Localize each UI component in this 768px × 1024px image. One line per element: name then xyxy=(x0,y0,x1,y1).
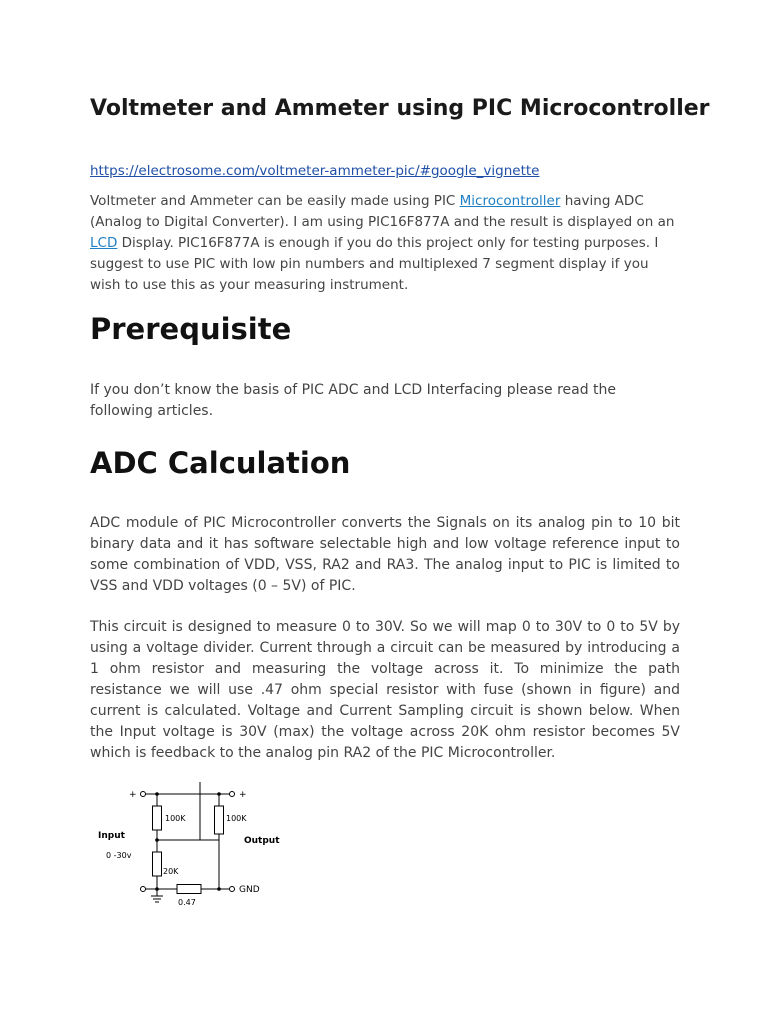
microcontroller-link[interactable]: Microcontroller xyxy=(459,193,561,209)
adc-paragraph-2: This circuit is designed to measure 0 to 30V. So we will map 0 to 30V to 0 to 5V by using a voltage divider. Current through a circuit can be measured by introducing a 1 ohm resistor and measuring the voltage across it. To minimize the path resistance we will use .47 ohm special resistor with fuse (shown in figure) and current is calculated. Voltage and Current Sampling circuit is shown below. When the Input voltage is 30V (max) the voltage across 20K ohm resistor becomes 5V which is feedback to the analog pin RA2 of the PIC Microcontroller. xyxy=(90,619,680,761)
lcd-link[interactable]: LCD xyxy=(90,235,118,251)
intro-text-3: Display. PIC16F877A is enough if you do this project only for testing purposes. I suggest to use PIC with low pin numbers and multiplexed 7 segment display if you wish to use this as your measuring instrument. xyxy=(90,235,659,293)
resistor-100k-left xyxy=(153,806,162,830)
resistor-20k xyxy=(153,852,162,876)
plus-left-label: + xyxy=(129,790,137,800)
output-label: Output xyxy=(244,836,280,846)
r3-label: 20K xyxy=(163,867,179,876)
plus-right-label: + xyxy=(239,790,247,800)
intro-text-2: having ADC (Analog to Digital Converter). I am using PIC16F877A and the result is displayed on an xyxy=(90,193,675,230)
r1-label: 100K xyxy=(165,814,186,823)
adc-calculation-heading: ADC Calculation xyxy=(90,446,351,480)
input-label: Input xyxy=(98,831,125,841)
prerequisite-paragraph: If you don’t know the basis of PIC ADC and LCD Interfacing please read the following articles. xyxy=(90,382,617,419)
gnd-label: GND xyxy=(239,885,260,895)
intro-paragraph xyxy=(90,191,680,296)
r4-label: 0.47 xyxy=(178,898,196,907)
article-title: Voltmeter and Ammeter using PIC Microcontroller xyxy=(90,96,710,121)
sampling-circuit-diagram xyxy=(96,782,296,912)
prerequisite-heading: Prerequisite xyxy=(90,312,292,346)
resistor-100k-right xyxy=(215,806,224,834)
r2-label: 100K xyxy=(226,814,247,823)
intro-text-1: Voltmeter and Ammeter can be easily made using PIC xyxy=(90,193,460,209)
resistor-0-47 xyxy=(177,885,201,894)
adc-paragraph-1: ADC module of PIC Microcontroller converts the Signals on its analog pin to 10 bit binary data and it has software selectable high and low voltage reference input to some combination of VDD, VSS, RA2 and RA3. The analog input to PIC is limited to VSS and VDD voltages (0 – 5V) of PIC. xyxy=(90,515,680,594)
input-range-label: 0 -30v xyxy=(106,851,132,860)
source-link[interactable]: https://electrosome.com/voltmeter-ammeter-pic/#google_vignette xyxy=(90,163,540,179)
